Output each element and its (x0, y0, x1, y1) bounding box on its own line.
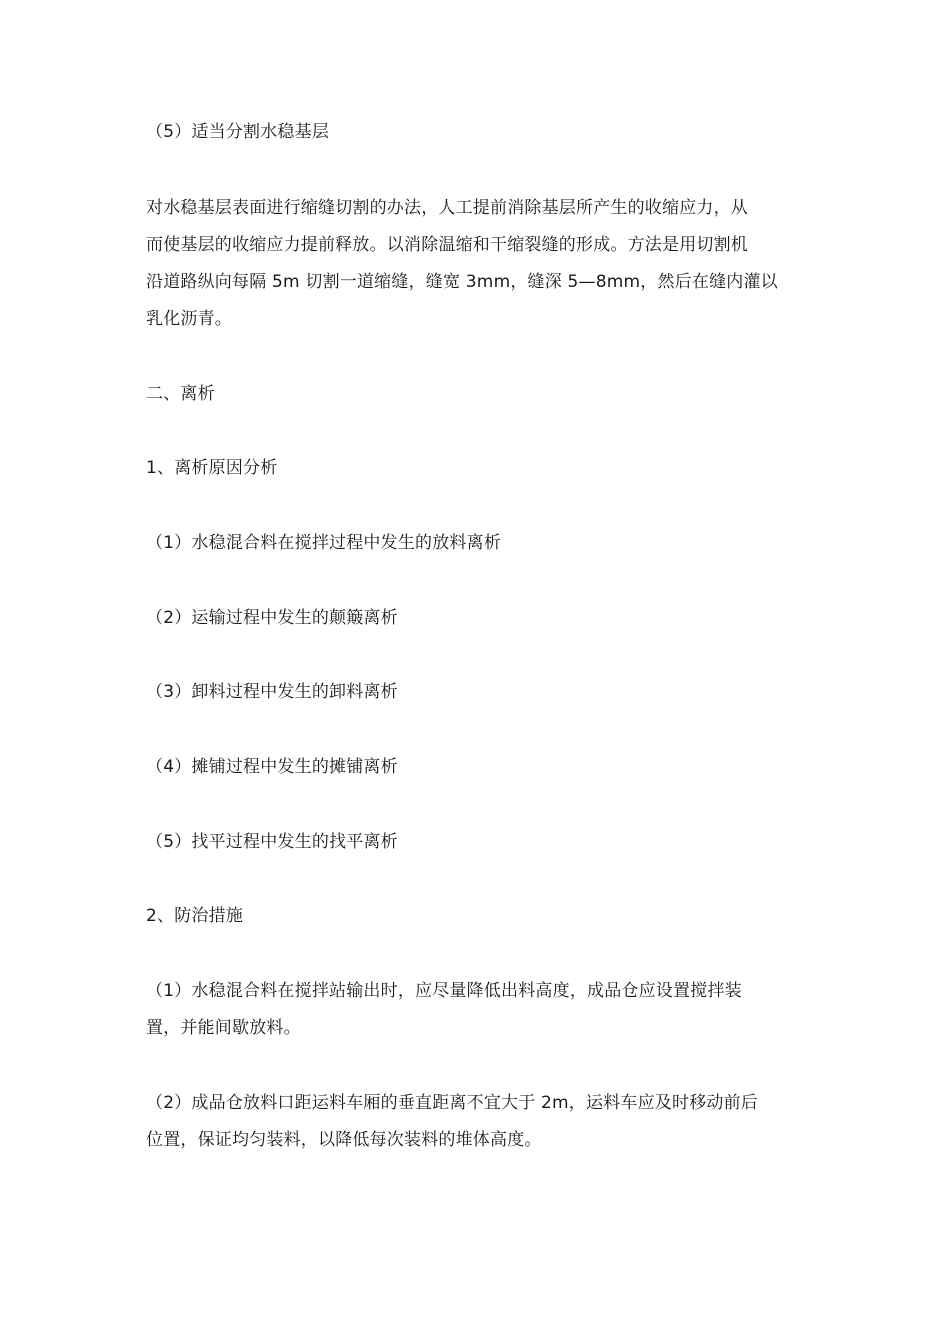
text-line: （5）找平过程中发生的找平离析 (146, 832, 398, 852)
list-item (146, 600, 811, 637)
subsection-heading (146, 450, 811, 487)
text-line: 二、离析 (146, 384, 215, 404)
text-line: （4）摊铺过程中发生的摊铺离析 (146, 757, 398, 777)
text-line: （1）水稳混合料在搅拌站输出时，应尽量降低出料高度，成品仓应设置搅拌装 (146, 981, 742, 1001)
text-line: 乳化沥青。 (146, 309, 232, 329)
body-paragraph (146, 190, 811, 338)
text-line: 对水稳基层表面进行缩缝切割的办法，人工提前消除基层所产生的收缩应力，从 (146, 198, 748, 218)
text-line: （5）适当分割水稳基层 (146, 122, 330, 142)
text-line: （2）成品仓放料口距运料车厢的垂直距离不宜大于 2m，运料车应及时移动前后 (146, 1093, 758, 1113)
text-line: 1、离析原因分析 (146, 458, 278, 478)
list-item (146, 674, 811, 711)
text-line: 置，并能间歇放料。 (146, 1018, 301, 1038)
body-paragraph (146, 973, 811, 1047)
text-line: （2）运输过程中发生的颠簸离析 (146, 608, 398, 628)
subsection-heading (146, 114, 811, 151)
text-line: （3）卸料过程中发生的卸料离析 (146, 682, 398, 702)
list-item (146, 749, 811, 786)
text-line: 沿道路纵向每隔 5m 切割一道缩缝，缝宽 3mm，缝深 5—8mm，然后在缝内灌以 (146, 272, 778, 292)
list-item (146, 824, 811, 861)
body-paragraph (146, 1085, 811, 1159)
section-heading (146, 376, 811, 413)
text-line: （1）水稳混合料在搅拌过程中发生的放料离析 (146, 533, 502, 553)
text-line: 而使基层的收缩应力提前释放。以消除温缩和干缩裂缝的形成。方法是用切割机 (146, 235, 748, 255)
list-item (146, 525, 811, 562)
subsection-heading (146, 898, 811, 935)
text-line: 位置，保证均匀装料，以降低每次装料的堆体高度。 (146, 1130, 542, 1150)
text-line: 2、防治措施 (146, 906, 244, 926)
